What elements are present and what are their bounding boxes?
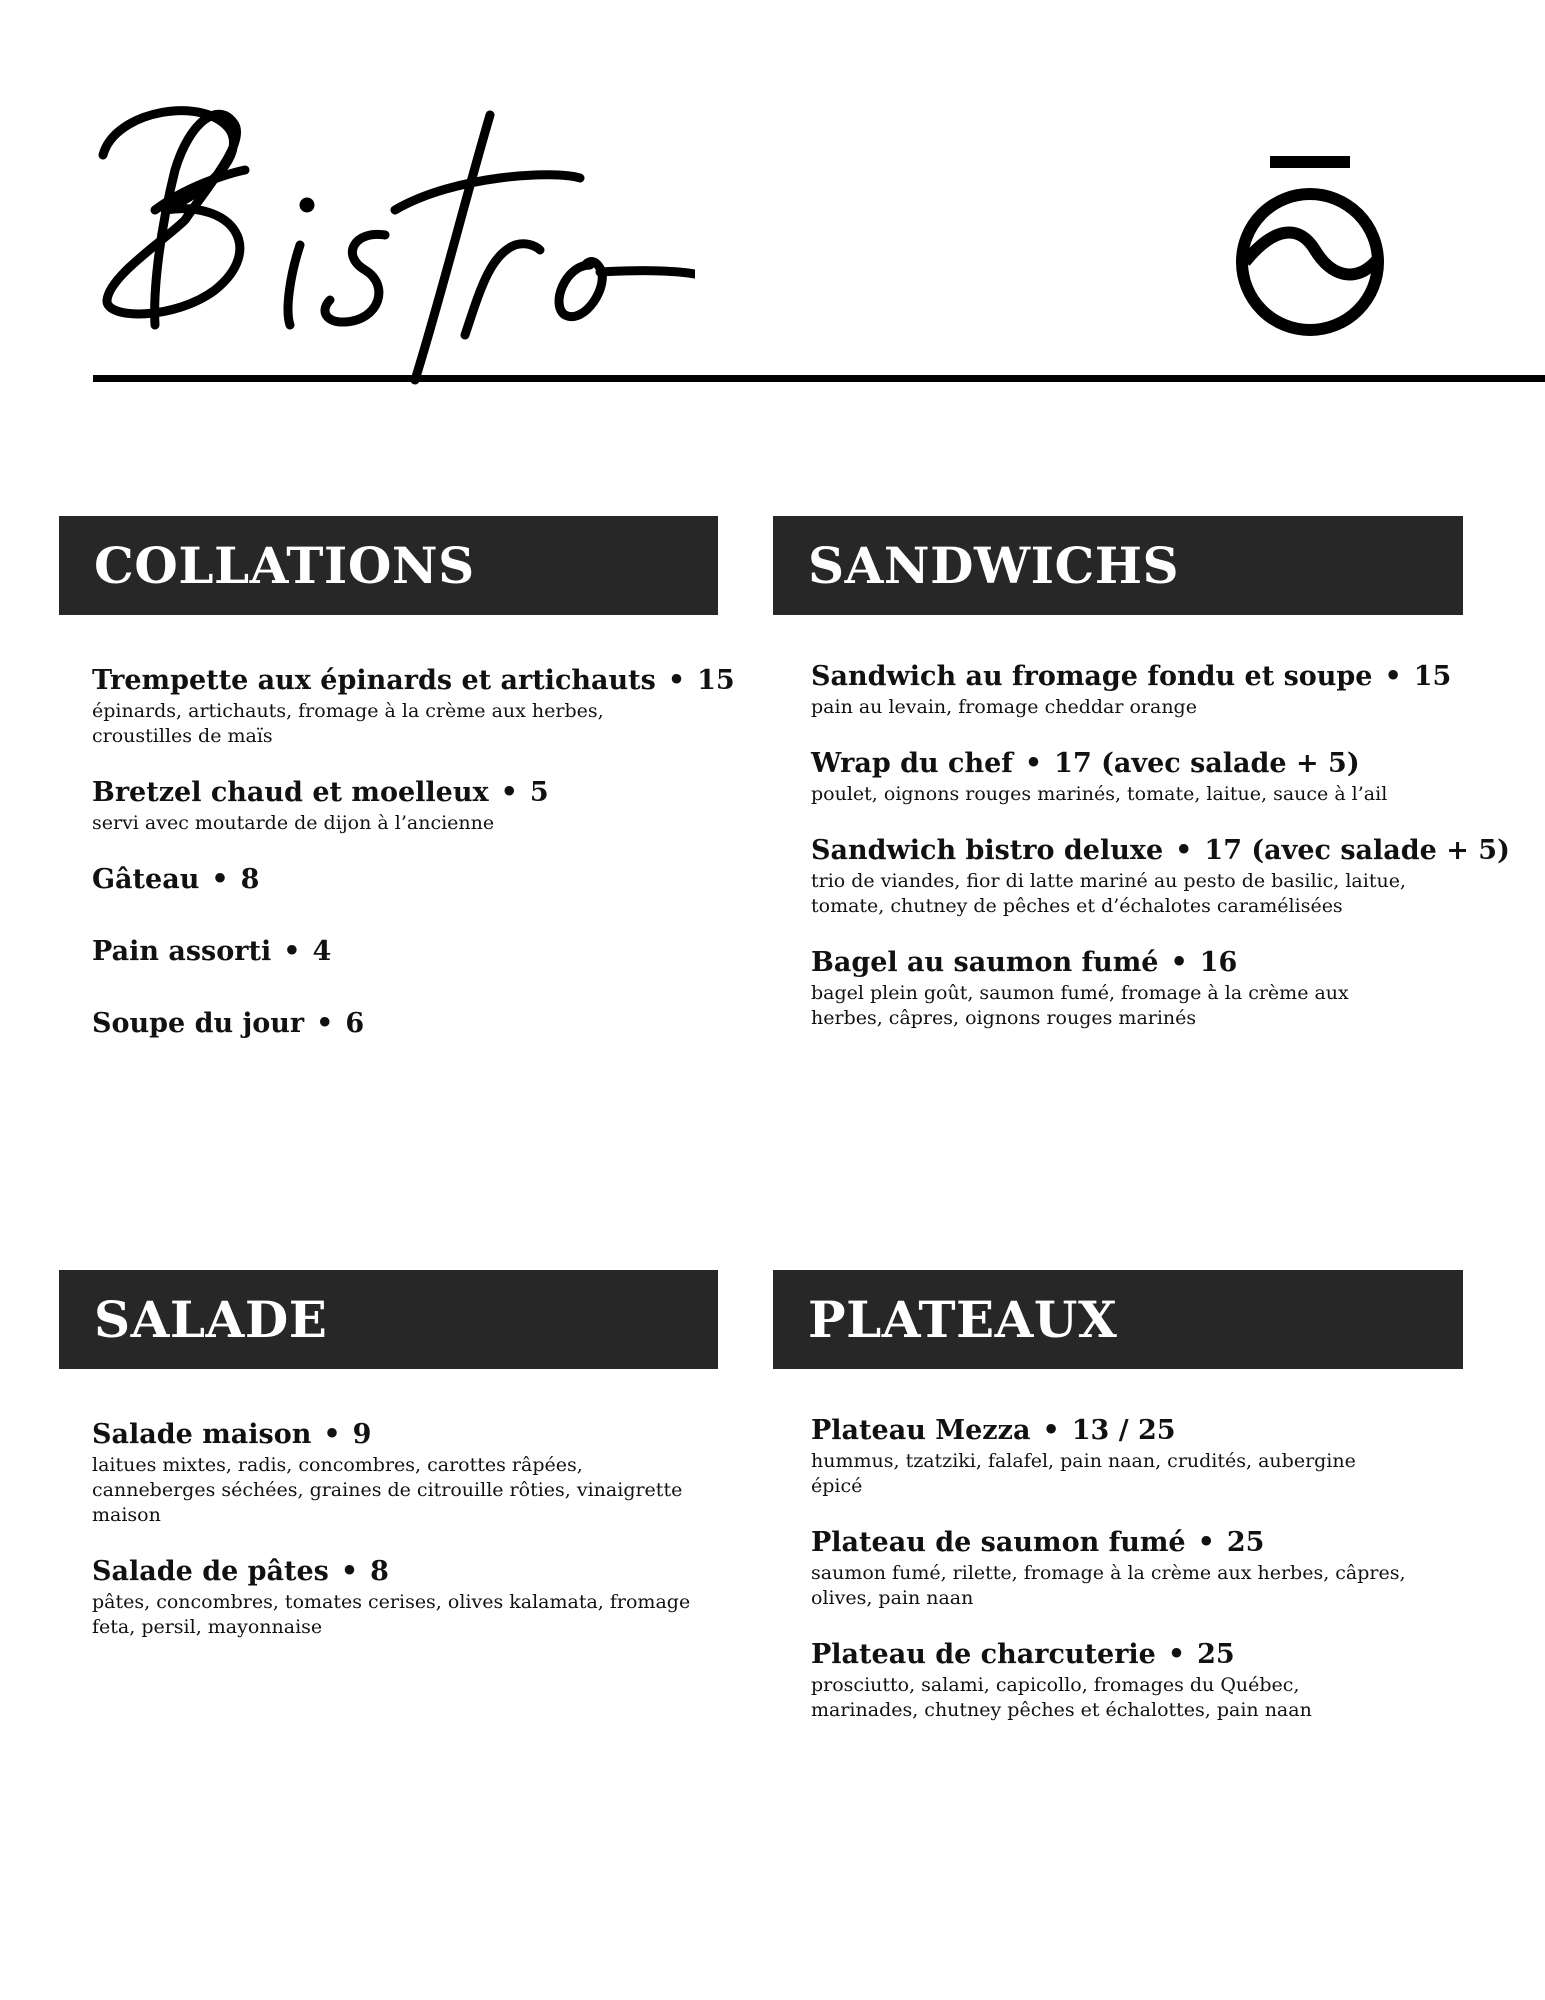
item-price: 6 [345, 1008, 365, 1039]
menu-item [92, 777, 718, 836]
item-description: trio de viandes, fior di latte mariné au pesto de basilic, laitue, tomate, chutney de pêches et d’échalotes caramélisées [811, 870, 1406, 917]
bullet-separator: • [211, 864, 229, 895]
menu-list [59, 615, 735, 1040]
menu-item [811, 947, 1463, 1031]
section-header [773, 1270, 1463, 1369]
item-description: servi avec moutarde de dijon à l’ancienne [92, 812, 495, 834]
section-title: SANDWICHS [808, 536, 1180, 595]
section-salade [59, 1270, 718, 1668]
item-price: 16 [1199, 947, 1238, 978]
menu-item [811, 748, 1463, 807]
section-title: PLATEAUX [808, 1290, 1118, 1349]
menu-item [92, 936, 718, 968]
bullet-separator: • [1024, 748, 1043, 779]
menu-list [59, 1369, 718, 1640]
item-description: pâtes, concombres, tomates cerises, olives kalamata, fromage feta, persil, mayonnaise [92, 1591, 691, 1638]
item-price: 5 [529, 777, 549, 808]
item-name: Salade de pâtes [92, 1556, 329, 1587]
section-sandwichs [773, 516, 1510, 1059]
item-name: Salade maison [92, 1419, 312, 1450]
item-price: 9 [352, 1419, 372, 1450]
item-name: Wrap du chef [811, 748, 1013, 779]
item-price: 4 [312, 936, 332, 967]
menu-item [811, 1639, 1463, 1723]
item-name: Bretzel chaud et moelleux [92, 777, 489, 808]
menu-item [811, 1415, 1463, 1499]
item-price: 15 [697, 665, 735, 696]
section-header [59, 1270, 718, 1369]
item-description: saumon fumé, rilette, fromage à la crème aux herbes, câpres, olives, pain naan [811, 1562, 1406, 1609]
menu-item [811, 661, 1463, 720]
menu-item [92, 1556, 718, 1640]
header-divider [93, 375, 1545, 382]
bullet-separator: • [340, 1556, 359, 1587]
item-description: pain au levain, fromage cheddar orange [811, 696, 1197, 718]
item-price: 25 [1197, 1639, 1235, 1670]
item-name: Sandwich bistro deluxe [811, 835, 1164, 866]
bullet-separator: • [1170, 947, 1188, 978]
menu-item [92, 864, 718, 896]
bullet-separator: • [667, 665, 686, 696]
menu-item [811, 1527, 1463, 1611]
item-name: Plateau de charcuterie [811, 1639, 1156, 1670]
item-description: épinards, artichauts, fromage à la crème aux herbes, croustilles de maïs [92, 700, 604, 747]
menu-item [92, 1419, 718, 1528]
brand-mark-icon [1225, 150, 1395, 350]
item-price: 15 [1413, 661, 1452, 692]
bullet-separator: • [1167, 1639, 1186, 1670]
item-name: Soupe du jour [92, 1008, 305, 1039]
item-price: 17 (avec salade + 5) [1054, 748, 1360, 779]
item-name: Plateau de saumon fumé [811, 1527, 1186, 1558]
item-description: prosciutto, salami, capicollo, fromages du Québec, marinades, chutney pêches et échalottes, pain naan [811, 1674, 1312, 1721]
item-price: 13 / 25 [1071, 1415, 1176, 1446]
item-name: Gâteau [92, 864, 200, 895]
item-description: laitues mixtes, radis, concombres, carottes râpées, canneberges séchées, graines de citrouille rôties, vinaigrette maison [92, 1454, 683, 1526]
bullet-separator: • [1384, 661, 1402, 692]
item-description: poulet, oignons rouges marinés, tomate, laitue, sauce à l’ail [811, 783, 1388, 805]
menu-item [811, 835, 1510, 919]
section-header [59, 516, 718, 615]
bullet-separator: • [1175, 835, 1193, 866]
menu-list [773, 615, 1510, 1031]
bullet-separator: • [283, 936, 301, 967]
section-collations [59, 516, 735, 1080]
item-price: 17 (avec salade + 5) [1204, 835, 1510, 866]
item-name: Plateau Mezza [811, 1415, 1031, 1446]
bistro-script-logo [95, 60, 695, 400]
item-name: Bagel au saumon fumé [811, 947, 1159, 978]
item-description: bagel plein goût, saumon fumé, fromage à la crème aux herbes, câpres, oignons rouges marinés [811, 982, 1349, 1029]
section-title: SALADE [94, 1290, 328, 1349]
bullet-separator: • [323, 1419, 341, 1450]
menu-item [92, 1008, 718, 1040]
item-price: 25 [1226, 1527, 1265, 1558]
menu-item [92, 665, 735, 749]
menu-list [773, 1369, 1463, 1723]
bullet-separator: • [500, 777, 518, 808]
section-plateaux [773, 1270, 1463, 1751]
item-name: Trempette aux épinards et artichauts [92, 665, 656, 696]
bullet-separator: • [316, 1008, 334, 1039]
section-title: COLLATIONS [94, 536, 475, 595]
item-price: 8 [240, 864, 260, 895]
item-price: 8 [370, 1556, 389, 1587]
bullet-separator: • [1197, 1527, 1215, 1558]
item-name: Sandwich au fromage fondu et soupe [811, 661, 1373, 692]
item-name: Pain assorti [92, 936, 272, 967]
bullet-separator: • [1042, 1415, 1060, 1446]
item-description: hummus, tzatziki, falafel, pain naan, crudités, aubergine épicé [811, 1450, 1356, 1497]
section-header [773, 516, 1463, 615]
